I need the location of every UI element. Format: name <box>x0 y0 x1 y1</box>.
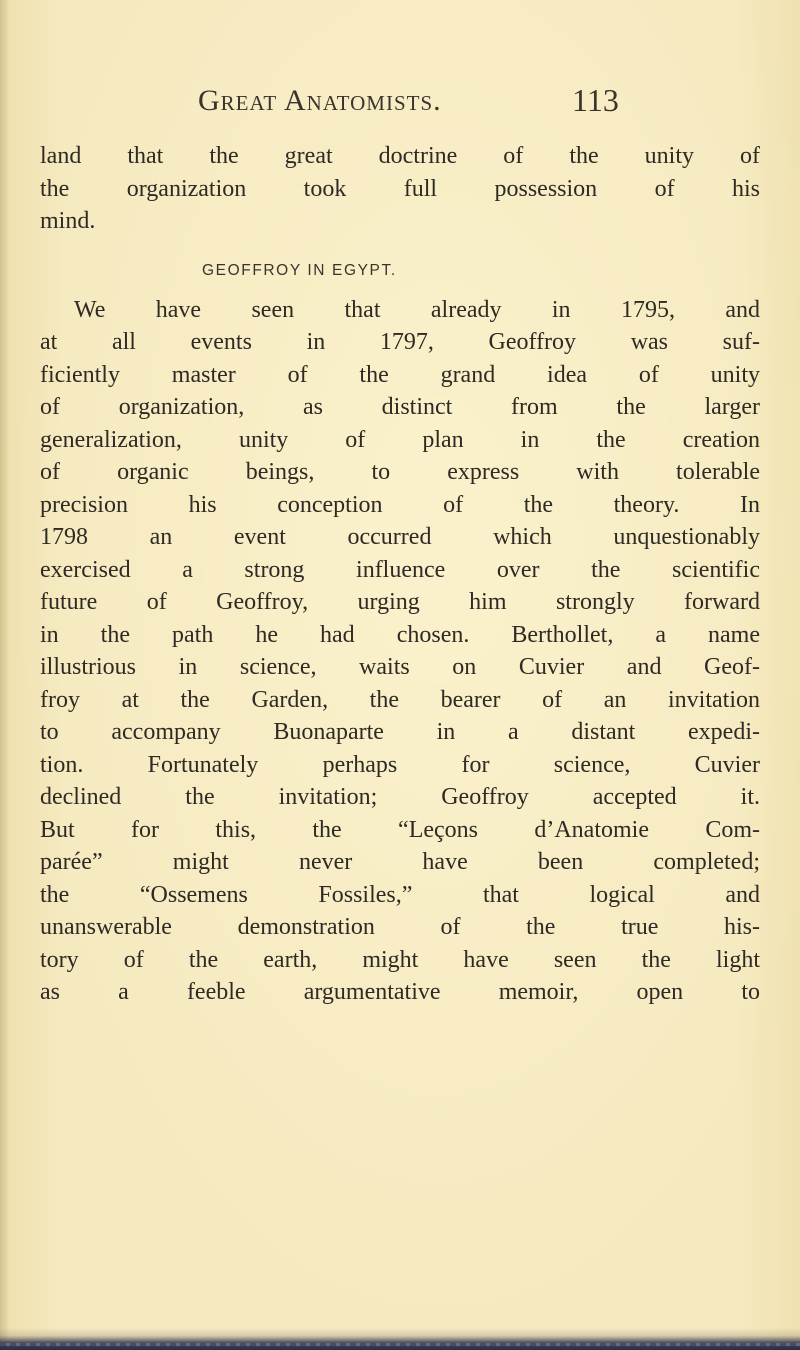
section-heading: GEOFFROY IN EGYPT. <box>202 261 397 279</box>
running-head: Great Anatomists. <box>198 84 442 117</box>
text-line: in the path he had chosen. Berthollet, a name <box>40 621 760 648</box>
text-line: of organic beings, to express with tolerable <box>40 459 760 485</box>
text-line: at all events in 1797, Geoffroy was suf- <box>40 329 760 355</box>
text-line: of organization, as distinct from the larger <box>40 394 760 420</box>
text-line: declined the invitation; Geoffroy accepted it. <box>40 784 760 810</box>
text-line: precision his conception of the theory. In <box>40 491 760 518</box>
page-gutter-shadow <box>0 0 10 1350</box>
text-line: froy at the Garden, the bearer of an invitation <box>40 686 760 713</box>
text-line: to accompany Buonaparte in a distant expedi- <box>40 719 760 745</box>
page-header <box>40 84 740 124</box>
text-line: We have seen that already in 1795, and <box>74 296 760 323</box>
text-line: as a feeble argumentative memoir, open to <box>40 979 760 1005</box>
text-line: mind. <box>40 208 96 234</box>
text-line: exercised a strong influence over the scientific <box>40 556 760 583</box>
text-line: But for this, the “Leçons d’Anatomie Com- <box>40 816 760 843</box>
text-line: parée” might never have been completed; <box>40 849 760 875</box>
text-line: tory of the earth, might have seen the light <box>40 946 760 973</box>
text-line: unanswerable demonstration of the true his- <box>40 914 760 940</box>
page-bottom-edge <box>0 1328 800 1350</box>
text-line: tion. Fortunately perhaps for science, Cuvier <box>40 751 760 778</box>
text-line: the “Ossemens Fossiles,” that logical and <box>40 881 760 908</box>
text-line: illustrious in science, waits on Cuvier and Geof- <box>40 654 760 680</box>
text-line: the organization took full possession of his <box>40 175 760 202</box>
text-line: ficiently master of the grand idea of unity <box>40 361 760 388</box>
page-bottom-stripe <box>0 1343 800 1346</box>
page-number: 113 <box>572 82 619 118</box>
text-line: land that the great doctrine of the unity of <box>40 143 760 169</box>
text-line: generalization, unity of plan in the creation <box>40 426 760 453</box>
body-text <box>40 140 760 1009</box>
text-line: future of Geoffroy, urging him strongly forward <box>40 589 760 615</box>
text-line: 1798 an event occurred which unquestionably <box>40 524 760 550</box>
